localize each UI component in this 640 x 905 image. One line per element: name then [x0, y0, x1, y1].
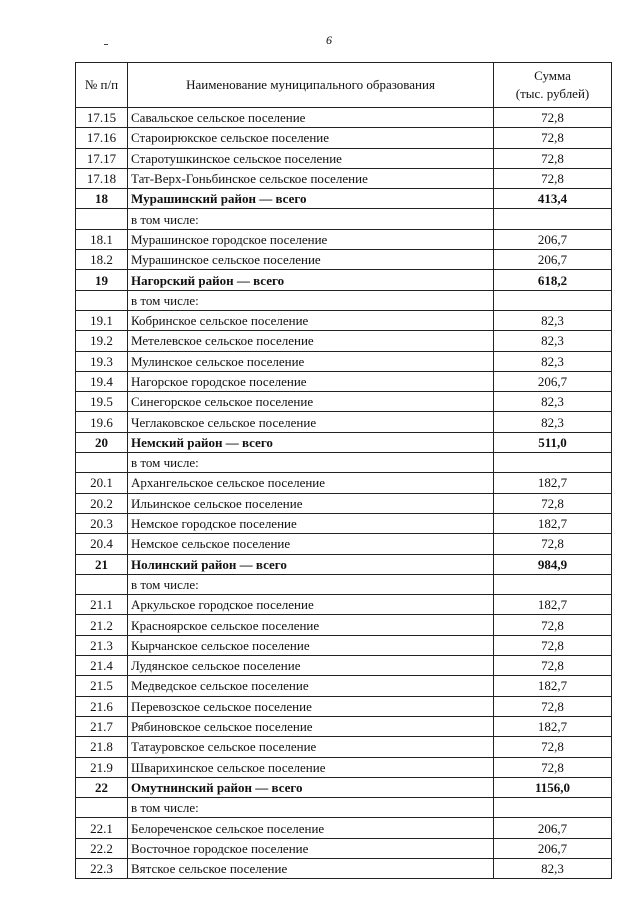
cell-number: 19	[76, 270, 128, 290]
scan-mark	[104, 44, 108, 45]
cell-sum: 72,8	[494, 493, 612, 513]
cell-sum: 72,8	[494, 148, 612, 168]
cell-number: 22.3	[76, 858, 128, 878]
cell-number: 21.7	[76, 716, 128, 736]
cell-name: Немский район — всего	[128, 432, 494, 452]
cell-number	[76, 290, 128, 310]
cell-number: 21.4	[76, 656, 128, 676]
cell-sum: 72,8	[494, 128, 612, 148]
cell-sum: 72,8	[494, 635, 612, 655]
table-row	[76, 493, 612, 513]
cell-name: Тат-Верх-Гоньбинское сельское поселение	[128, 168, 494, 188]
table-header-row	[76, 63, 612, 108]
table-row	[76, 574, 612, 594]
cell-number: 19.1	[76, 310, 128, 330]
table-row	[76, 595, 612, 615]
cell-name: Мурашинское городское поселение	[128, 229, 494, 249]
cell-name: Красноярское сельское поселение	[128, 615, 494, 635]
header-name: Наименование муниципального образования	[128, 63, 494, 108]
cell-name: Нагорский район — всего	[128, 270, 494, 290]
cell-sum	[494, 209, 612, 229]
cell-sum: 1156,0	[494, 777, 612, 797]
cell-sum: 206,7	[494, 250, 612, 270]
cell-number: 20	[76, 432, 128, 452]
cell-number	[76, 574, 128, 594]
cell-sum: 82,3	[494, 392, 612, 412]
table-row	[76, 392, 612, 412]
cell-name: Нагорское городское поселение	[128, 371, 494, 391]
cell-sum: 72,8	[494, 534, 612, 554]
cell-sum	[494, 453, 612, 473]
cell-name: Мурашинский район — всего	[128, 189, 494, 209]
cell-name: Ильинское сельское поселение	[128, 493, 494, 513]
cell-number: 18	[76, 189, 128, 209]
cell-name: Мулинское сельское поселение	[128, 351, 494, 371]
cell-name: Мурашинское сельское поселение	[128, 250, 494, 270]
cell-sum: 511,0	[494, 432, 612, 452]
cell-number: 17.15	[76, 108, 128, 128]
cell-number	[76, 798, 128, 818]
cell-number: 17.17	[76, 148, 128, 168]
district-total-row	[76, 432, 612, 452]
table-row	[76, 209, 612, 229]
table-row	[76, 838, 612, 858]
cell-sum: 206,7	[494, 818, 612, 838]
table-row	[76, 696, 612, 716]
cell-number: 22.1	[76, 818, 128, 838]
cell-number: 22	[76, 777, 128, 797]
cell-name: Аркульское городское поселение	[128, 595, 494, 615]
cell-name: Староирюкское сельское поселение	[128, 128, 494, 148]
cell-sum: 72,8	[494, 737, 612, 757]
cell-sum: 182,7	[494, 513, 612, 533]
cell-name: Белореченское сельское поселение	[128, 818, 494, 838]
cell-name: Шварихинское сельское поселение	[128, 757, 494, 777]
cell-number: 19.3	[76, 351, 128, 371]
cell-sum: 72,8	[494, 696, 612, 716]
cell-name: Нолинский район — всего	[128, 554, 494, 574]
cell-sum: 82,3	[494, 351, 612, 371]
table-row	[76, 331, 612, 351]
cell-number: 22.2	[76, 838, 128, 858]
cell-name: Рябиновское сельское поселение	[128, 716, 494, 736]
cell-name: Метелевское сельское поселение	[128, 331, 494, 351]
cell-name: в том числе:	[128, 574, 494, 594]
header-sum	[494, 63, 612, 108]
table-row	[76, 351, 612, 371]
table-row	[76, 818, 612, 838]
cell-sum: 82,3	[494, 412, 612, 432]
table-row	[76, 453, 612, 473]
cell-sum: 72,8	[494, 615, 612, 635]
cell-name: Медведское сельское поселение	[128, 676, 494, 696]
table-row	[76, 290, 612, 310]
cell-sum: 206,7	[494, 371, 612, 391]
cell-name: Кырчанское сельское поселение	[128, 635, 494, 655]
allocation-table	[75, 62, 612, 879]
table-row	[76, 635, 612, 655]
table-row	[76, 534, 612, 554]
cell-number	[76, 209, 128, 229]
cell-sum: 984,9	[494, 554, 612, 574]
table-row	[76, 412, 612, 432]
cell-sum: 182,7	[494, 595, 612, 615]
table-row	[76, 371, 612, 391]
cell-sum	[494, 574, 612, 594]
cell-sum: 72,8	[494, 168, 612, 188]
cell-number: 20.2	[76, 493, 128, 513]
cell-name: Кобринское сельское поселение	[128, 310, 494, 330]
table-row	[76, 798, 612, 818]
district-total-row	[76, 554, 612, 574]
cell-number: 21.1	[76, 595, 128, 615]
table-row	[76, 128, 612, 148]
cell-sum: 82,3	[494, 331, 612, 351]
cell-number: 19.5	[76, 392, 128, 412]
cell-name: в том числе:	[128, 453, 494, 473]
table-row	[76, 737, 612, 757]
cell-sum: 182,7	[494, 716, 612, 736]
cell-number: 18.2	[76, 250, 128, 270]
cell-number: 17.18	[76, 168, 128, 188]
cell-name: Вятское сельское поселение	[128, 858, 494, 878]
table-body	[76, 108, 612, 879]
cell-number: 21.5	[76, 676, 128, 696]
cell-name: Архангельское сельское поселение	[128, 473, 494, 493]
cell-name: Восточное городское поселение	[128, 838, 494, 858]
cell-number	[76, 453, 128, 473]
cell-number: 21.8	[76, 737, 128, 757]
cell-number: 21.2	[76, 615, 128, 635]
cell-sum: 72,8	[494, 656, 612, 676]
cell-sum: 182,7	[494, 473, 612, 493]
cell-sum: 72,8	[494, 108, 612, 128]
cell-sum	[494, 798, 612, 818]
cell-name: Синегорское сельское поселение	[128, 392, 494, 412]
cell-sum: 82,3	[494, 858, 612, 878]
cell-number: 21.9	[76, 757, 128, 777]
cell-number: 21.3	[76, 635, 128, 655]
table-row	[76, 108, 612, 128]
cell-name: Лудянское сельское поселение	[128, 656, 494, 676]
cell-sum: 182,7	[494, 676, 612, 696]
cell-name: в том числе:	[128, 290, 494, 310]
cell-name: в том числе:	[128, 798, 494, 818]
header-number: № п/п	[76, 63, 128, 108]
table-row	[76, 757, 612, 777]
cell-name: в том числе:	[128, 209, 494, 229]
table-row	[76, 676, 612, 696]
cell-number: 17.16	[76, 128, 128, 148]
cell-number: 21.6	[76, 696, 128, 716]
cell-name: Чеглаковское сельское поселение	[128, 412, 494, 432]
cell-number: 19.4	[76, 371, 128, 391]
cell-sum: 206,7	[494, 229, 612, 249]
header-sum-unit: (тыс. рублей)	[515, 86, 590, 101]
cell-sum: 82,3	[494, 310, 612, 330]
cell-sum: 413,4	[494, 189, 612, 209]
cell-sum	[494, 290, 612, 310]
table-row	[76, 656, 612, 676]
cell-sum: 72,8	[494, 757, 612, 777]
cell-number: 20.1	[76, 473, 128, 493]
district-total-row	[76, 777, 612, 797]
table-row	[76, 716, 612, 736]
cell-number: 19.6	[76, 412, 128, 432]
table-row	[76, 310, 612, 330]
cell-number: 20.4	[76, 534, 128, 554]
cell-name: Немское сельское поселение	[128, 534, 494, 554]
table-row	[76, 168, 612, 188]
table-row	[76, 473, 612, 493]
cell-number: 18.1	[76, 229, 128, 249]
cell-name: Старотушкинское сельское поселение	[128, 148, 494, 168]
page-number: 6	[326, 33, 332, 47]
district-total-row	[76, 189, 612, 209]
cell-number: 21	[76, 554, 128, 574]
table-row	[76, 615, 612, 635]
table-row	[76, 858, 612, 878]
district-total-row	[76, 270, 612, 290]
table-row	[76, 148, 612, 168]
cell-name: Татауровское сельское поселение	[128, 737, 494, 757]
header-sum-title: Сумма	[534, 68, 571, 83]
cell-name: Савальское сельское поселение	[128, 108, 494, 128]
table-row	[76, 250, 612, 270]
cell-name: Немское городское поселение	[128, 513, 494, 533]
cell-number: 20.3	[76, 513, 128, 533]
cell-sum: 618,2	[494, 270, 612, 290]
cell-name: Перевозское сельское поселение	[128, 696, 494, 716]
cell-name: Омутнинский район — всего	[128, 777, 494, 797]
cell-sum: 206,7	[494, 838, 612, 858]
table-row	[76, 229, 612, 249]
cell-number: 19.2	[76, 331, 128, 351]
table-row	[76, 513, 612, 533]
